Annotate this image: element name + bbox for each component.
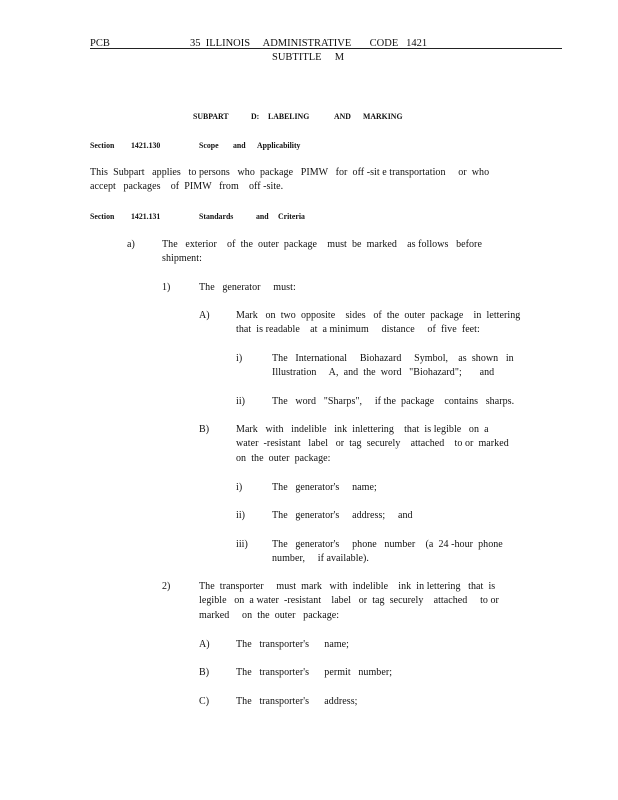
list-marker: a) [127, 239, 135, 250]
subpart-letter: D: [251, 111, 260, 121]
list-item-text: marked on the outer package: [199, 610, 340, 621]
subpart-title-marking: MARKING [363, 111, 403, 121]
header-title: 35 ILLINOIS ADMINISTRATIVE CODE 1421 [190, 38, 428, 49]
section-number: 1421.131 [131, 211, 161, 221]
list-marker: i) [236, 353, 243, 364]
subpart-title-labeling: LABELING [268, 111, 310, 121]
list-item-text: The word "Sharps", if the package contains sharps. [272, 396, 515, 407]
section-title-and: and [233, 140, 246, 150]
list-item-text: The generator's name; [272, 482, 377, 493]
section-number: 1421.130 [131, 140, 161, 150]
list-item-text: The generator must: [199, 282, 296, 293]
list-item-text: The generator's address; and [272, 510, 413, 521]
list-marker: B) [199, 424, 210, 435]
list-marker: ii) [236, 510, 246, 521]
list-marker: 2) [162, 581, 171, 592]
paragraph-line: This Subpart applies to persons who package PIMW for off -sit e transportation or who [90, 167, 490, 178]
list-item-text: Illustration A, and the word "Biohazard"; and [272, 367, 495, 378]
list-item-text: The transporter's permit number; [236, 667, 393, 678]
list-item-text: that is readable at a minimum distance of five feet: [236, 324, 480, 335]
section-title-scope: Scope [199, 140, 219, 150]
section-word: Section [90, 140, 115, 150]
section-word: Section [90, 211, 115, 221]
header-left: PCB [90, 38, 110, 49]
section-title-standards: Standards [199, 211, 234, 221]
subpart-and: AND [334, 111, 351, 121]
header-subtitle: SUBTITLE M [272, 52, 345, 63]
list-marker: i) [236, 482, 243, 493]
section-title-applicability: Applicability [257, 140, 301, 150]
list-item-text: The International Biohazard Symbol, as shown in [272, 353, 514, 364]
list-item-text: shipment: [162, 253, 202, 264]
list-item-text: number, if available). [272, 553, 369, 564]
list-marker: A) [199, 639, 210, 650]
list-item-text: on the outer package: [236, 453, 331, 464]
list-item-text: water -resistant label or tag securely attached to or marked [236, 438, 509, 449]
list-marker: ii) [236, 396, 246, 407]
paragraph-line: accept packages of PIMW from off -site. [90, 181, 284, 192]
list-item-text: Mark on two opposite sides of the outer package in lettering [236, 310, 521, 321]
section-title-criteria: Criteria [278, 211, 305, 221]
subpart-label: SUBPART [193, 111, 229, 121]
section-title-and: and [256, 211, 269, 221]
list-marker: B) [199, 667, 210, 678]
list-item-text: legible on a water -resistant label or tag securely attached to or [199, 595, 499, 606]
list-item-text: The transporter's name; [236, 639, 349, 650]
list-item-text: The transporter's address; [236, 696, 358, 707]
list-marker: 1) [162, 282, 171, 293]
header-rule [90, 48, 562, 49]
list-item-text: The transporter must mark with indelible ink in lettering that is [199, 581, 496, 592]
list-marker: iii) [236, 539, 248, 550]
list-item-text: The exterior of the outer package must be marked as follows before [162, 239, 482, 250]
list-item-text: The generator's phone number (a 24 -hour phone [272, 539, 503, 550]
list-item-text: Mark with indelible ink inlettering that is legible on a [236, 424, 489, 435]
list-marker: A) [199, 310, 210, 321]
list-marker: C) [199, 696, 210, 707]
